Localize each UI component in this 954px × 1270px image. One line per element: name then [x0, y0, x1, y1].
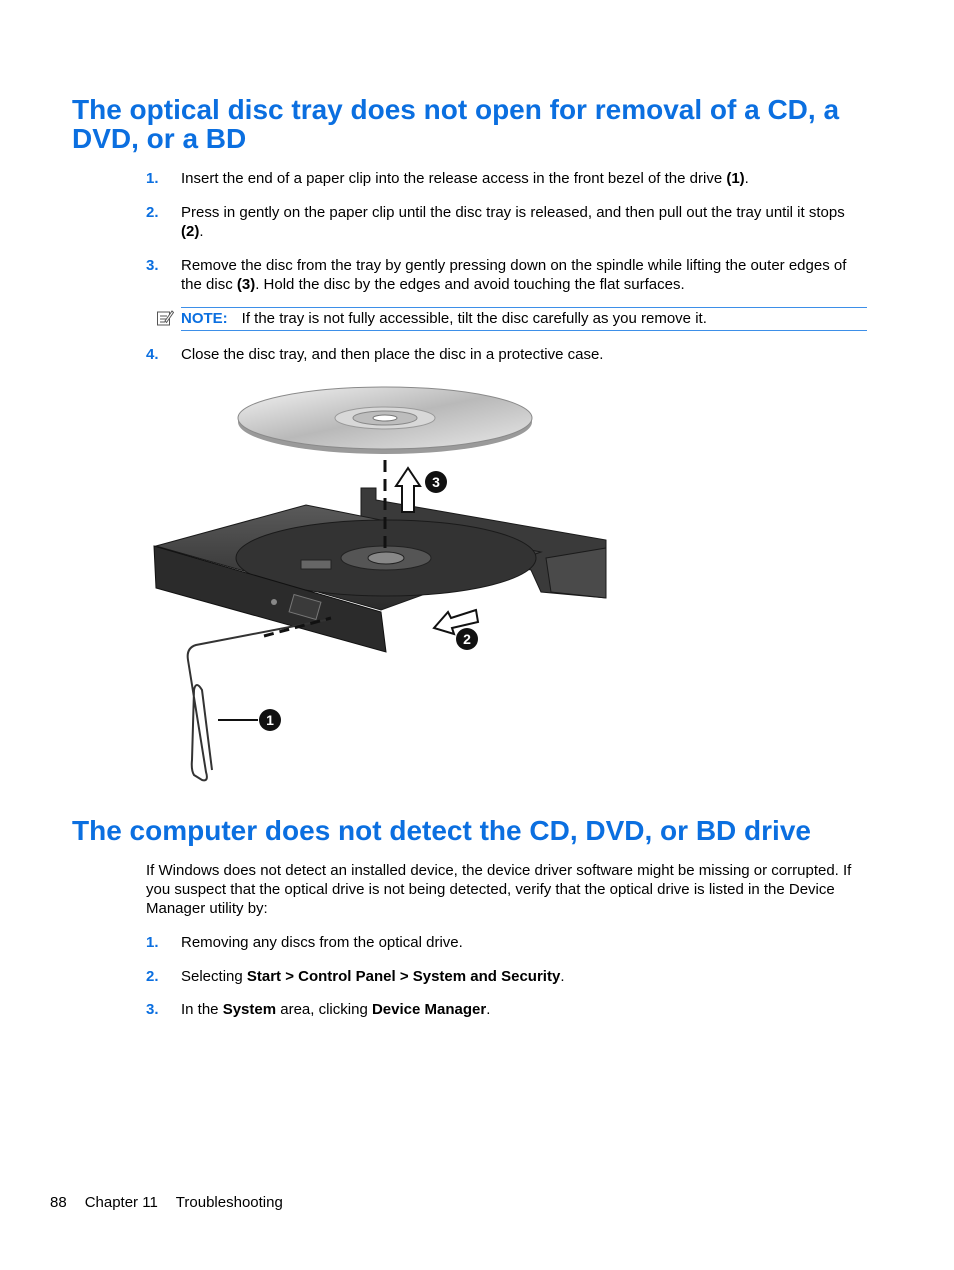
callout-3 [425, 471, 447, 493]
note-label: NOTE: [181, 310, 228, 327]
note-icon [156, 309, 174, 327]
list-item [146, 967, 870, 986]
svg-text:2: 2 [463, 631, 471, 647]
step-number: 1. [146, 170, 159, 187]
step-number: 2. [146, 204, 159, 221]
step-number: 4. [146, 346, 159, 363]
svg-text:1: 1 [266, 712, 274, 728]
intro-paragraph: If Windows does not detect an installed device, the device driver software might be missing or corrupted. If you suspect that the optical drive is not being detected, verify that the optical drive is listed in the Device Manager utility by: [146, 862, 852, 917]
list-item [146, 203, 870, 241]
svg-text:3: 3 [432, 474, 440, 490]
page-footer [50, 1193, 301, 1212]
step-text: Remove the disc from the tray by gently pressing down on the spindle while lifting the outer edges of the disc (3). Hold the disc by the edges and avoid touching the flat surfaces. [181, 257, 847, 293]
callout-2 [456, 628, 478, 650]
step-text: Removing any discs from the optical drive. [181, 934, 463, 951]
section-title-detect: The computer does not detect the CD, DVD, or BD drive [72, 815, 811, 846]
disc [238, 387, 532, 454]
list-item [146, 1000, 870, 1019]
note-text: If the tray is not fully accessible, tilt the disc carefully as you remove it. [241, 310, 707, 327]
chapter-title: Troubleshooting [175, 1194, 283, 1211]
step-number: 3. [146, 1001, 159, 1018]
list-item [146, 345, 870, 364]
page-number: 88 [50, 1194, 67, 1211]
step-text: Press in gently on the paper clip until the disc tray is released, and then pull out the tray until it stops (2). [181, 204, 845, 240]
step-text: Selecting Start > Control Panel > System and Security. [181, 968, 565, 985]
list-item [146, 169, 870, 188]
chapter-label: Chapter 11 [84, 1194, 158, 1211]
list-item [146, 933, 870, 952]
step-text: In the System area, clicking Device Manager. [181, 1001, 491, 1018]
step-text: Insert the end of a paper clip into the release access in the front bezel of the drive (1). [181, 170, 749, 187]
step-number: 3. [146, 257, 159, 274]
list-item [146, 256, 870, 294]
step-number: 1. [146, 934, 159, 951]
callout-1 [259, 709, 281, 731]
note-box [181, 307, 867, 331]
section-title-tray: The optical disc tray does not open for removal of a CD, a DVD, or a BD [72, 94, 840, 154]
step-number: 2. [146, 968, 159, 985]
step-text: Close the disc tray, and then place the disc in a protective case. [181, 346, 604, 363]
optical-drive-illustration [146, 380, 626, 790]
